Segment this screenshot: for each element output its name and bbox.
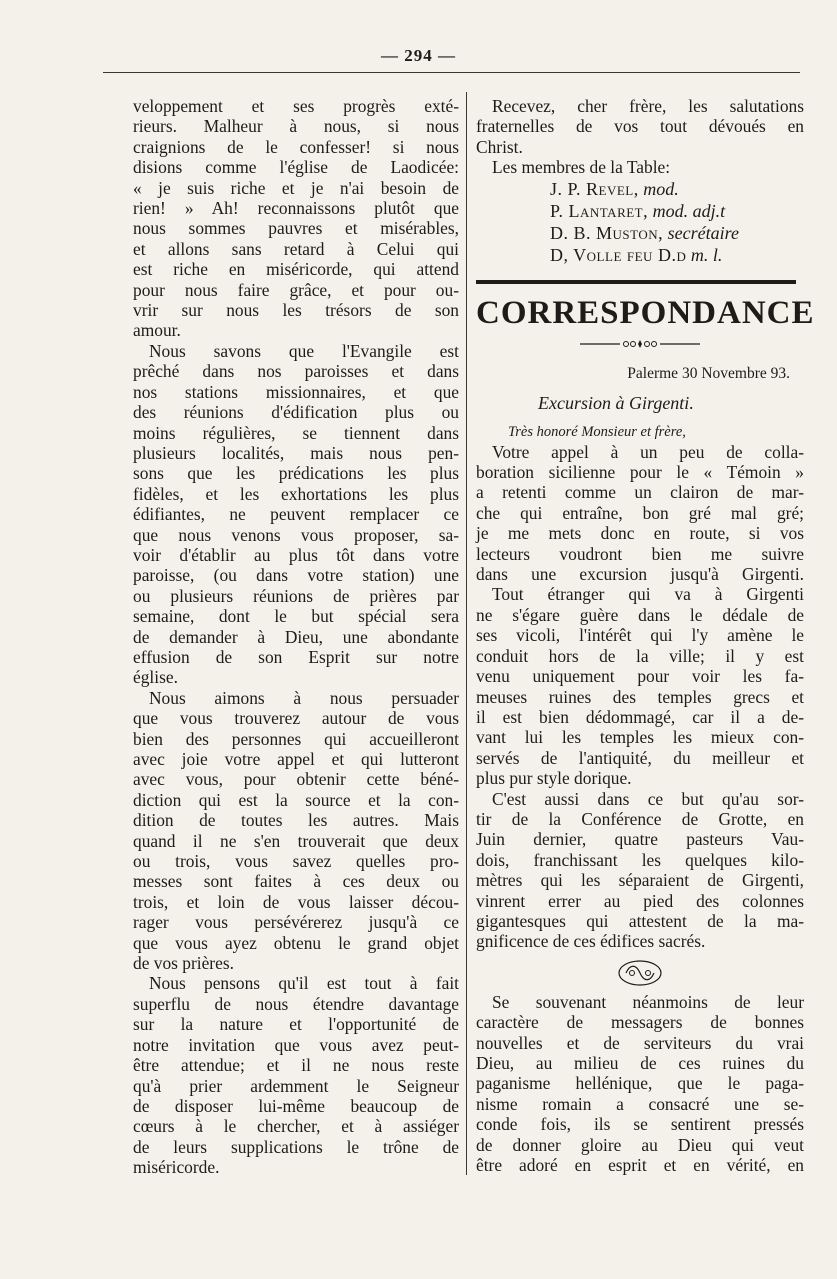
- text-line: vinrent errer au pied des colonnes: [476, 890, 804, 911]
- text-line: et allons sans retard à Celui qui: [133, 238, 459, 259]
- text-line: miséricorde.: [133, 1157, 220, 1178]
- text-line: sur la nature et l'opportunité de: [133, 1014, 459, 1035]
- text-line: de leurs supplications le trône de: [133, 1136, 459, 1157]
- text-line: que vous ayez obtenu le grand objet: [133, 932, 459, 953]
- text-line: Nous savons que l'Evangile est: [149, 340, 459, 361]
- column-divider: [466, 92, 467, 1175]
- text-line: Dieu, au milieu de ces ruines du: [476, 1053, 804, 1073]
- text-line: moins régulières, se tiennent dans: [133, 422, 459, 443]
- text-line: Se souvenant néanmoins de leur: [492, 991, 804, 1012]
- vignette-ornament-icon: [616, 958, 664, 988]
- text-line: de demander à Dieu, une abondante: [133, 626, 459, 647]
- text-line: diction qui est la source et la con-: [133, 789, 459, 810]
- text-line: caractère de messagers de bonnes: [476, 1012, 804, 1033]
- text-line: Recevez, cher frère, les salutations: [492, 96, 804, 116]
- text-line: fidèles, et les exhortations les plus: [133, 483, 459, 504]
- section-title: CORRESPONDANCE: [476, 294, 815, 331]
- text-line: dans une excursion jusqu'à Girgenti.: [476, 564, 804, 585]
- text-line: nos stations missionnaires, et que: [133, 381, 459, 402]
- text-line: paganisme hellénique, que le paga-: [476, 1073, 804, 1094]
- signatory: J. P. Revel, mod.: [550, 178, 679, 199]
- text-line: venu uniquement pour voir les fa-: [476, 666, 804, 687]
- text-line: C'est aussi dans ce but qu'au sor-: [492, 788, 804, 809]
- text-line: nouvelles et de serviteurs du vrai: [476, 1032, 804, 1053]
- text-line: pour nous faire grâce, et pour ou-: [133, 279, 459, 300]
- text-line: plus pur style dorique.: [476, 768, 632, 789]
- text-line: craignions de le confesser! si nous: [133, 136, 459, 157]
- text-line: vrir sur nous les trésors de son: [133, 300, 459, 321]
- text-line: « je suis riche et je n'ai besoin de: [133, 177, 459, 198]
- text-line: Nous aimons à nous persuader: [149, 687, 459, 708]
- text-line: trois, et loin de vous laisser décou-: [133, 891, 459, 912]
- text-line: avec joie votre appel et qui lutteront: [133, 749, 459, 769]
- text-line: nisme romain a consacré une se-: [476, 1093, 804, 1114]
- text-line: dition de toutes les autres. Mais: [133, 810, 459, 831]
- text-line: servés de l'antiquité, du meilleur et: [476, 747, 804, 768]
- signatory: P. Lantaret, mod. adj.t: [550, 200, 726, 221]
- text-line: rien! » Ah! reconnaissons plutôt que: [133, 198, 459, 219]
- text-line: être attendue; et il ne nous reste: [133, 1055, 459, 1076]
- members-intro: Les membres de la Table:: [492, 157, 671, 178]
- text-line: lecteurs voudront bien me suivre: [476, 543, 804, 564]
- text-line: dois, franchissant les quelques kilo-: [476, 849, 804, 870]
- text-line: a retenti comme un clairon de mar-: [476, 482, 804, 503]
- text-line: de disposer lui-même beaucoup de: [133, 1095, 459, 1116]
- text-line: est riche en miséricorde, qui attend: [133, 259, 459, 280]
- signatories: [476, 178, 804, 266]
- text-line: semaine, dont le but spécial sera: [133, 606, 459, 627]
- text-line: disions comme l'église de Laodicée:: [133, 157, 459, 178]
- signatory: D. B. Muston, secrétaire: [550, 222, 739, 243]
- article-body-continued: [476, 992, 804, 1176]
- section-rule: [476, 280, 796, 284]
- text-line: bien des personnes qui accueilleront: [133, 728, 459, 749]
- text-line: Votre appel à un peu de colla-: [492, 441, 804, 462]
- signatory: D, Volle feu D.d m. l.: [550, 244, 723, 265]
- text-line: gnificence de ces édifices sacrés.: [476, 931, 706, 952]
- text-line: ne s'égare guère dans le dédale de: [476, 604, 804, 625]
- text-line: messes sont faites à ces deux ou: [133, 871, 459, 892]
- text-line: tir de la Conférence de Grotte, en: [476, 808, 804, 829]
- text-line: Christ.: [476, 136, 523, 157]
- text-line: qu'à prier ardemment le Seigneur: [133, 1075, 459, 1096]
- left-column-text: [133, 96, 459, 1178]
- header-rule: [103, 72, 800, 73]
- text-line: que nous venons vous proposer, sa-: [133, 524, 459, 545]
- text-line: sons que les prédications les plus: [133, 463, 459, 484]
- text-line: nous sommes pauvres et misérables,: [133, 218, 459, 239]
- ornament-divider: [580, 338, 700, 350]
- text-line: conde fois, ils se sentirent pressés: [476, 1114, 804, 1135]
- text-line: Juin dernier, quatre pasteurs Vau-: [476, 829, 804, 850]
- text-line: notre invitation que vous avez peut-: [133, 1034, 459, 1055]
- text-line: prêché dans nos paroisses et dans: [133, 361, 459, 382]
- text-line: effusion de son Esprit sur notre: [133, 646, 459, 667]
- text-line: rieurs. Malheur à nous, si nous: [133, 116, 459, 137]
- text-line: vant lui les temples les mieux con-: [476, 727, 804, 748]
- text-line: avec vous, pour obtenir cette béné-: [133, 769, 459, 790]
- text-line: che qui entraîne, bon gré mal gré;: [476, 502, 804, 523]
- text-line: ou plusieurs réunions de prières par: [133, 585, 459, 606]
- text-line: que vous trouverez autour de vous: [133, 708, 459, 729]
- text-line: être adoré en esprit et en vérité, en: [476, 1155, 804, 1176]
- text-line: des réunions d'édification plus ou: [133, 402, 459, 423]
- text-line: quand il ne s'en trouverait que deux: [133, 830, 459, 851]
- text-line: paroisse, (ou dans votre station) une: [133, 565, 459, 586]
- text-line: fraternelles de vos tout dévoués en: [476, 116, 804, 137]
- text-line: édifiantes, ne peuvent remplacer ce: [133, 504, 459, 525]
- text-line: amour.: [133, 320, 181, 341]
- page-number: — 294 —: [381, 46, 456, 65]
- text-line: superflu de nous étendre davantage: [133, 993, 459, 1014]
- article-body: [476, 442, 804, 952]
- letter-close: [476, 96, 804, 178]
- text-line: Tout étranger qui va à Girgenti: [492, 584, 804, 605]
- text-line: je me mets donc en route, si vos: [476, 523, 804, 544]
- text-line: rager vous persévérerez jusqu'à ce: [133, 912, 459, 933]
- text-line: plusieurs localités, mais nous pen-: [133, 442, 459, 463]
- text-line: mètres qui les séparaient de Girgenti,: [476, 870, 804, 891]
- text-line: cœurs à le chercher, et à assiéger: [133, 1116, 459, 1137]
- text-line: veloppement et ses progrès exté-: [133, 96, 459, 116]
- text-line: voir d'établir au plus tôt dans votre: [133, 544, 459, 565]
- text-line: conduit hors de la ville; il y est: [476, 645, 804, 666]
- text-line: ses vicoli, l'intérêt qui l'y amène le: [476, 625, 804, 646]
- text-line: de vos prières.: [133, 953, 234, 974]
- article-subtitle: Excursion à Girgenti.: [538, 392, 694, 413]
- text-line: boration sicilienne pour le « Témoin »: [476, 462, 804, 483]
- left-column: [133, 96, 459, 1178]
- text-line: église.: [133, 667, 178, 688]
- text-line: gigantesques qui attestent de la ma-: [476, 910, 804, 931]
- text-line: il est bien dédommagé, car il a de-: [476, 706, 804, 727]
- text-line: Nous pensons qu'il est tout à fait: [149, 973, 459, 994]
- salutation: Très honoré Monsieur et frère,: [508, 423, 686, 440]
- text-line: de donner gloire au Dieu qui veut: [476, 1134, 804, 1155]
- text-line: ou trois, vous savez quelles pro-: [133, 851, 459, 872]
- right-column: [476, 96, 815, 1176]
- text-line: meuses ruines des temples grecs et: [476, 686, 804, 707]
- dateline: Palerme 30 Novembre 93.: [627, 364, 790, 382]
